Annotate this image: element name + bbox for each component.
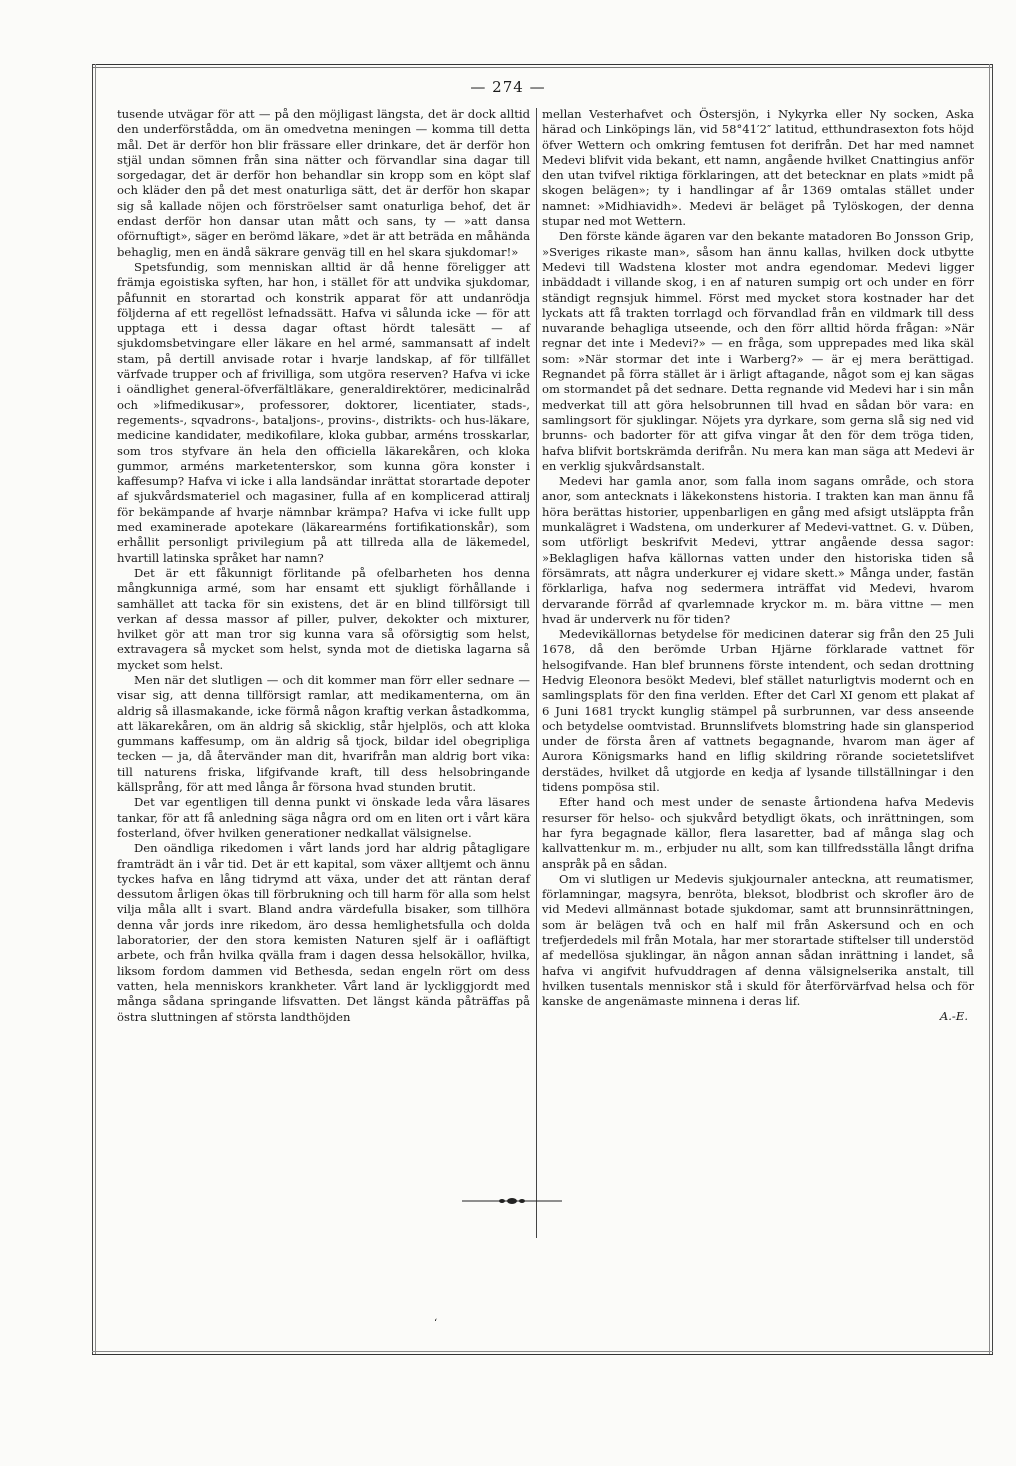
left-border-inner [95,64,96,1354]
bottom-border [92,1354,993,1355]
right-column [542,107,974,1024]
paragraph: Medevikällornas betydelse för medicinen daterar sig från den 25 Juli 1678, då den berömde Urban Hjärne förklarade vattnet för helsogifvande. Han blef brunnens förste intendent, och sedan drottning Hedvig Eleonora besökt Medevi, blef stället naturligtvis modernt och en samlingsplats för den fina verlden. Efter det Carl XI genom ett plakat af 6 Juni 1681 tryckt kunglig stämpel på surbrunnen, var dess anseende och betydelse oomtvistad. Brunnslifvets blomstring hade sin glansperiod under de första åren af vattnets begagnande, hvarom man äger af Aurora Königsmarks hand en liflig skildring rörande societetslifvet derstädes, hvilket då utgjorde en kedja af lysande tillställningar i den tidens pompösa stil. [542,627,974,795]
paragraph: Om vi slutligen ur Medevis sjukjournaler anteckna, att reumatismer, förlamningar, magsyra, benröta, bleksot, blodbrist och skrofler äro de vid Medevi allmännast botade sjukdomar, samt att brunnsinrättningen, som är belägen två och en half mil från Askersund och en och trefjerdedels mil från Motala, har mer storartade stiftelser till understöd af medellösa sjuklingar, än någon annan sådan inrättning i landet, så hafva vi angifvit hufvuddragen af denna välsignelserika anstalt, till hvilken tusentals menniskor stå i skuld för återförvärfvad helsa och för kanske de angenämaste minnena i deras lif. [542,871,974,1009]
right-border [992,64,993,1354]
paragraph: Efter hand och mest under de senaste årtiondena hafva Medevis resurser för helso- och sjukvård betydligt ökats, och inrättningen, som har fyra begagnade källor, flera lasaretter, bad af många slag och kallvattenkur m. m., erbjuder nu allt, som kan tillfredsställa långt drifna anspråk på en sådan. [542,795,974,871]
paragraph: mellan Vesterhafvet och Östersjön, i Nykyrka eller Ny socken, Aska härad och Linköpings län, vid 58°41′2″ latitud, etthundrasexton fots höjd öfver Wettern och omkring femtusen fot derifrån. Det har med namnet Medevi blifvit vida bekant, ett namn, angående hvilket Cnattingius anför den utan tvifvel riktiga förklaringen, att det betecknar en plats »midt på skogen belägen»; ty i handlingar af år 1369 omtalas stället under namnet: »Midhiavidh». Medevi är beläget på Tylöskogen, der denna stupar ned mot Wettern. [542,107,974,229]
paragraph: Men när det slutligen — och dit kommer man förr eller sednare — visar sig, att denna tillförsigt ramlar, att medikamenterna, om än aldrig så illasmakande, icke förmå någon kraftig verkan åstadkomma, att läkarekåren, om än aldrig så skicklig, står hjelplös, och att kloka gummans kaffesump, om än aldrig så tjock, bildar idel obegripliga tecken — ja, då återvänder man dit, hvarifrån man aldrig bort vika: till naturens friska, lifgifvande kraft, till dess helsobringande källsprång, för att med långa år försona hvad stunden brutit. [117,672,530,795]
paragraph: Den förste kände ägaren var den bekante matadoren Bo Jonsson Grip, »Sveriges rikaste man», såsom han ännu kallas, hvilken dock utbytte Medevi till Wadstena kloster mot andra egendomar. Medevi ligger inbäddadt i villande skog, i en af naturen sumpig ort och under en förr ständigt regnsjuk himmel. Först med mycket stora kostnader har det lyckats att få trakten torrlagd och förvandlad från en vildmark till dess nuvarande behagliga utseende, och den förr alltid hörda frågan: »När regnar det inte i Medevi?» — en fråga, som upprepades med lika skäl som: »När stormar det inte i Warberg?» — är ej mera berättigad. Regnandet på förra stället är i ärligt aftagande, något som ej kan sägas om stormandet på det sednare. Detta regnande vid Medevi har i sin mån medverkat till att göra helsobrunnen till hvad en sådan bör vara: en samlingsort för sjuklingar. Nöjets yra dyrkare, som gerna slå sig ned vid brunns- och badorter för att gifva vingar åt den för dem tröga tiden, hafva blifvit bortskrämda derifrån. Nu mera kan man säga att Medevi är en verklig sjukvårdsanstalt. [542,229,974,473]
right-border-inner [989,64,990,1354]
left-column [117,107,530,1025]
paragraph: Spetsfundig, som menniskan alltid är då henne föreligger att främja egoistiska syften, har hon, i stället för att undvika sjukdomar, påfunnit en storartad och konstrik apparat för att undanrödja följderna af ett regellöst lefnadssätt. Hafva vi sålunda icke — för att upptaga ett i dessa dagar oftast hördt talesätt — af sjukdomsbetvingare eller läkare en hel armé, sammansatt af indelt stam, på dertill anvisade rotar i hvarje landskap, af för tillfället värfvade trupper och af frivilliga, som utgöra reserven? Hafva vi icke i oändlighet general-öfverfältläkare, generaldirektörer, medicinalråd och »lifmedikusar», professorer, doktorer, licentiater, stads-, regements-, sqvadrons-, bataljons-, provins-, distrikts- och hus-läkare, medicine kandidater, medikofilare, kloka gubbar, arméns trosskarlar, som tros styfvare än hela den officiella läkarekåren, och kloka gummor, arméns marketenterskor, som kunna göra konster i kaffesump? Hafva vi icke i alla landsändar inrättat storartade depoter af sjukvårdsmateriel och magasiner, fulla af en komplicerad attiralj för bekämpande af hvarje nämnbar krämpa? Hafva vi icke fullt upp med examinerade apotekare (läkarearméns fortifikationskår), som erhållit personligt privilegium på att tillreda alla de läkemedel, hvartill latinska språket har namn? [117,259,530,565]
footer-mark: ‘ [434,1318,438,1329]
top-border [92,64,992,65]
column-divider [536,108,537,1238]
paragraph: tusende utvägar för att — på den möjligast längsta, det är dock alltid den underförstådda, om än omedvetna meningen — komma till detta mål. Det är derför hon blir frässare eller drinkare, det är derför hon stjäl undan sömnen från sina nätter och förvandlar sina dagar till sorgedagar, det är derför hon behandlar sin kropp som en köpt slaf och kläder den på det mest onaturliga sätt, det är derför hon skapar sig så kallade nöjen och förströelser samt onaturliga behof, det är endast derför hon dansar utan mått och sans, ty — »att dansa oförnuftigt», säger en berömd läkare, »det är att beträda en måhända behaglig, men en ändå säkrare genväg till en hel skara sjukdomar!» [117,107,530,259]
paragraph: Det var egentligen till denna punkt vi önskade leda våra läsares tankar, för att få anledning säga några ord om en liten ort i vårt kära fosterland, öfver hvilken generationer nedkallat välsignelse. [117,795,530,840]
paragraph: Det är ett fåkunnigt förlitande på ofelbarheten hos denna mångkunniga armé, som har ensamt ett sjukligt förhållande i samhället att tacka för sin existens, det är en blind tillförsigt till verkan af dessa massor af piller, pulver, dekokter och mixturer, hvilket gör att man tror sig kunna vara så oförsigtig som helst, extravagera så mycket som helst, synda mot de dietiska lagarna så mycket som helst. [117,565,530,672]
bottom-border-inner [92,1351,993,1352]
page-number: — 274 — [470,78,546,96]
paragraph: Medevi har gamla anor, som falla inom sagans område, och stora anor, som antecknats i läkekonstens historia. I trakten kan man ännu få höra berättas historier, uppenbarligen en gång med afsigt utsläppta från munkalägret i Wadstena, om underkurer af Medevi-vattnet. G. v. Düben, som utförligt beskrifvit Medevi, yttrar angående dessa sagor: »Beklagligen hafva källornas vatten under den historiska tiden så försämrats, att några underkurer ej vidare skett.» Många under, fastän förklarliga, hafva nog sedermera inträffat vid Medevi, hvarom dervarande förråd af qvarlemnade kryckor m. m. bära vittne — men hvad är underverk nu för tiden? [542,474,974,626]
author-signature: A.-E. [939,1008,968,1023]
top-border-inner [92,67,992,68]
paragraph: Den oändliga rikedomen i vårt lands jord har aldrig påtagligare framträdt än i vår tid. Det är ett kapital, som växer alltjemt och ännu tyckes hafva en lång tidrymd att växa, under det att räntan deraf dessutom årligen ökas till förbrukning och till harm för alla som helst vilja måla allt i svart. Bland andra värdefulla bisaker, som tillhöra denna vår jords inre rikedom, äro dessa hemlighetsfulla och dolda laboratorier, der den stora kemisten Naturen sjelf är i oafläftigt arbete, och från hvilka qvälla fram i dagen dessa helsokällor, hvilka, liksom fordom dammen vid Bethesda, sedan engeln rört om dess vatten, hela menniskors krankheter. Vårt land är lyckliggjordt med många sådana springande lifsvatten. Det längst kända påträffas på östra sluttningen af största landthöjden [117,841,530,1024]
left-border [92,64,93,1354]
ornament-divider [462,1195,562,1207]
